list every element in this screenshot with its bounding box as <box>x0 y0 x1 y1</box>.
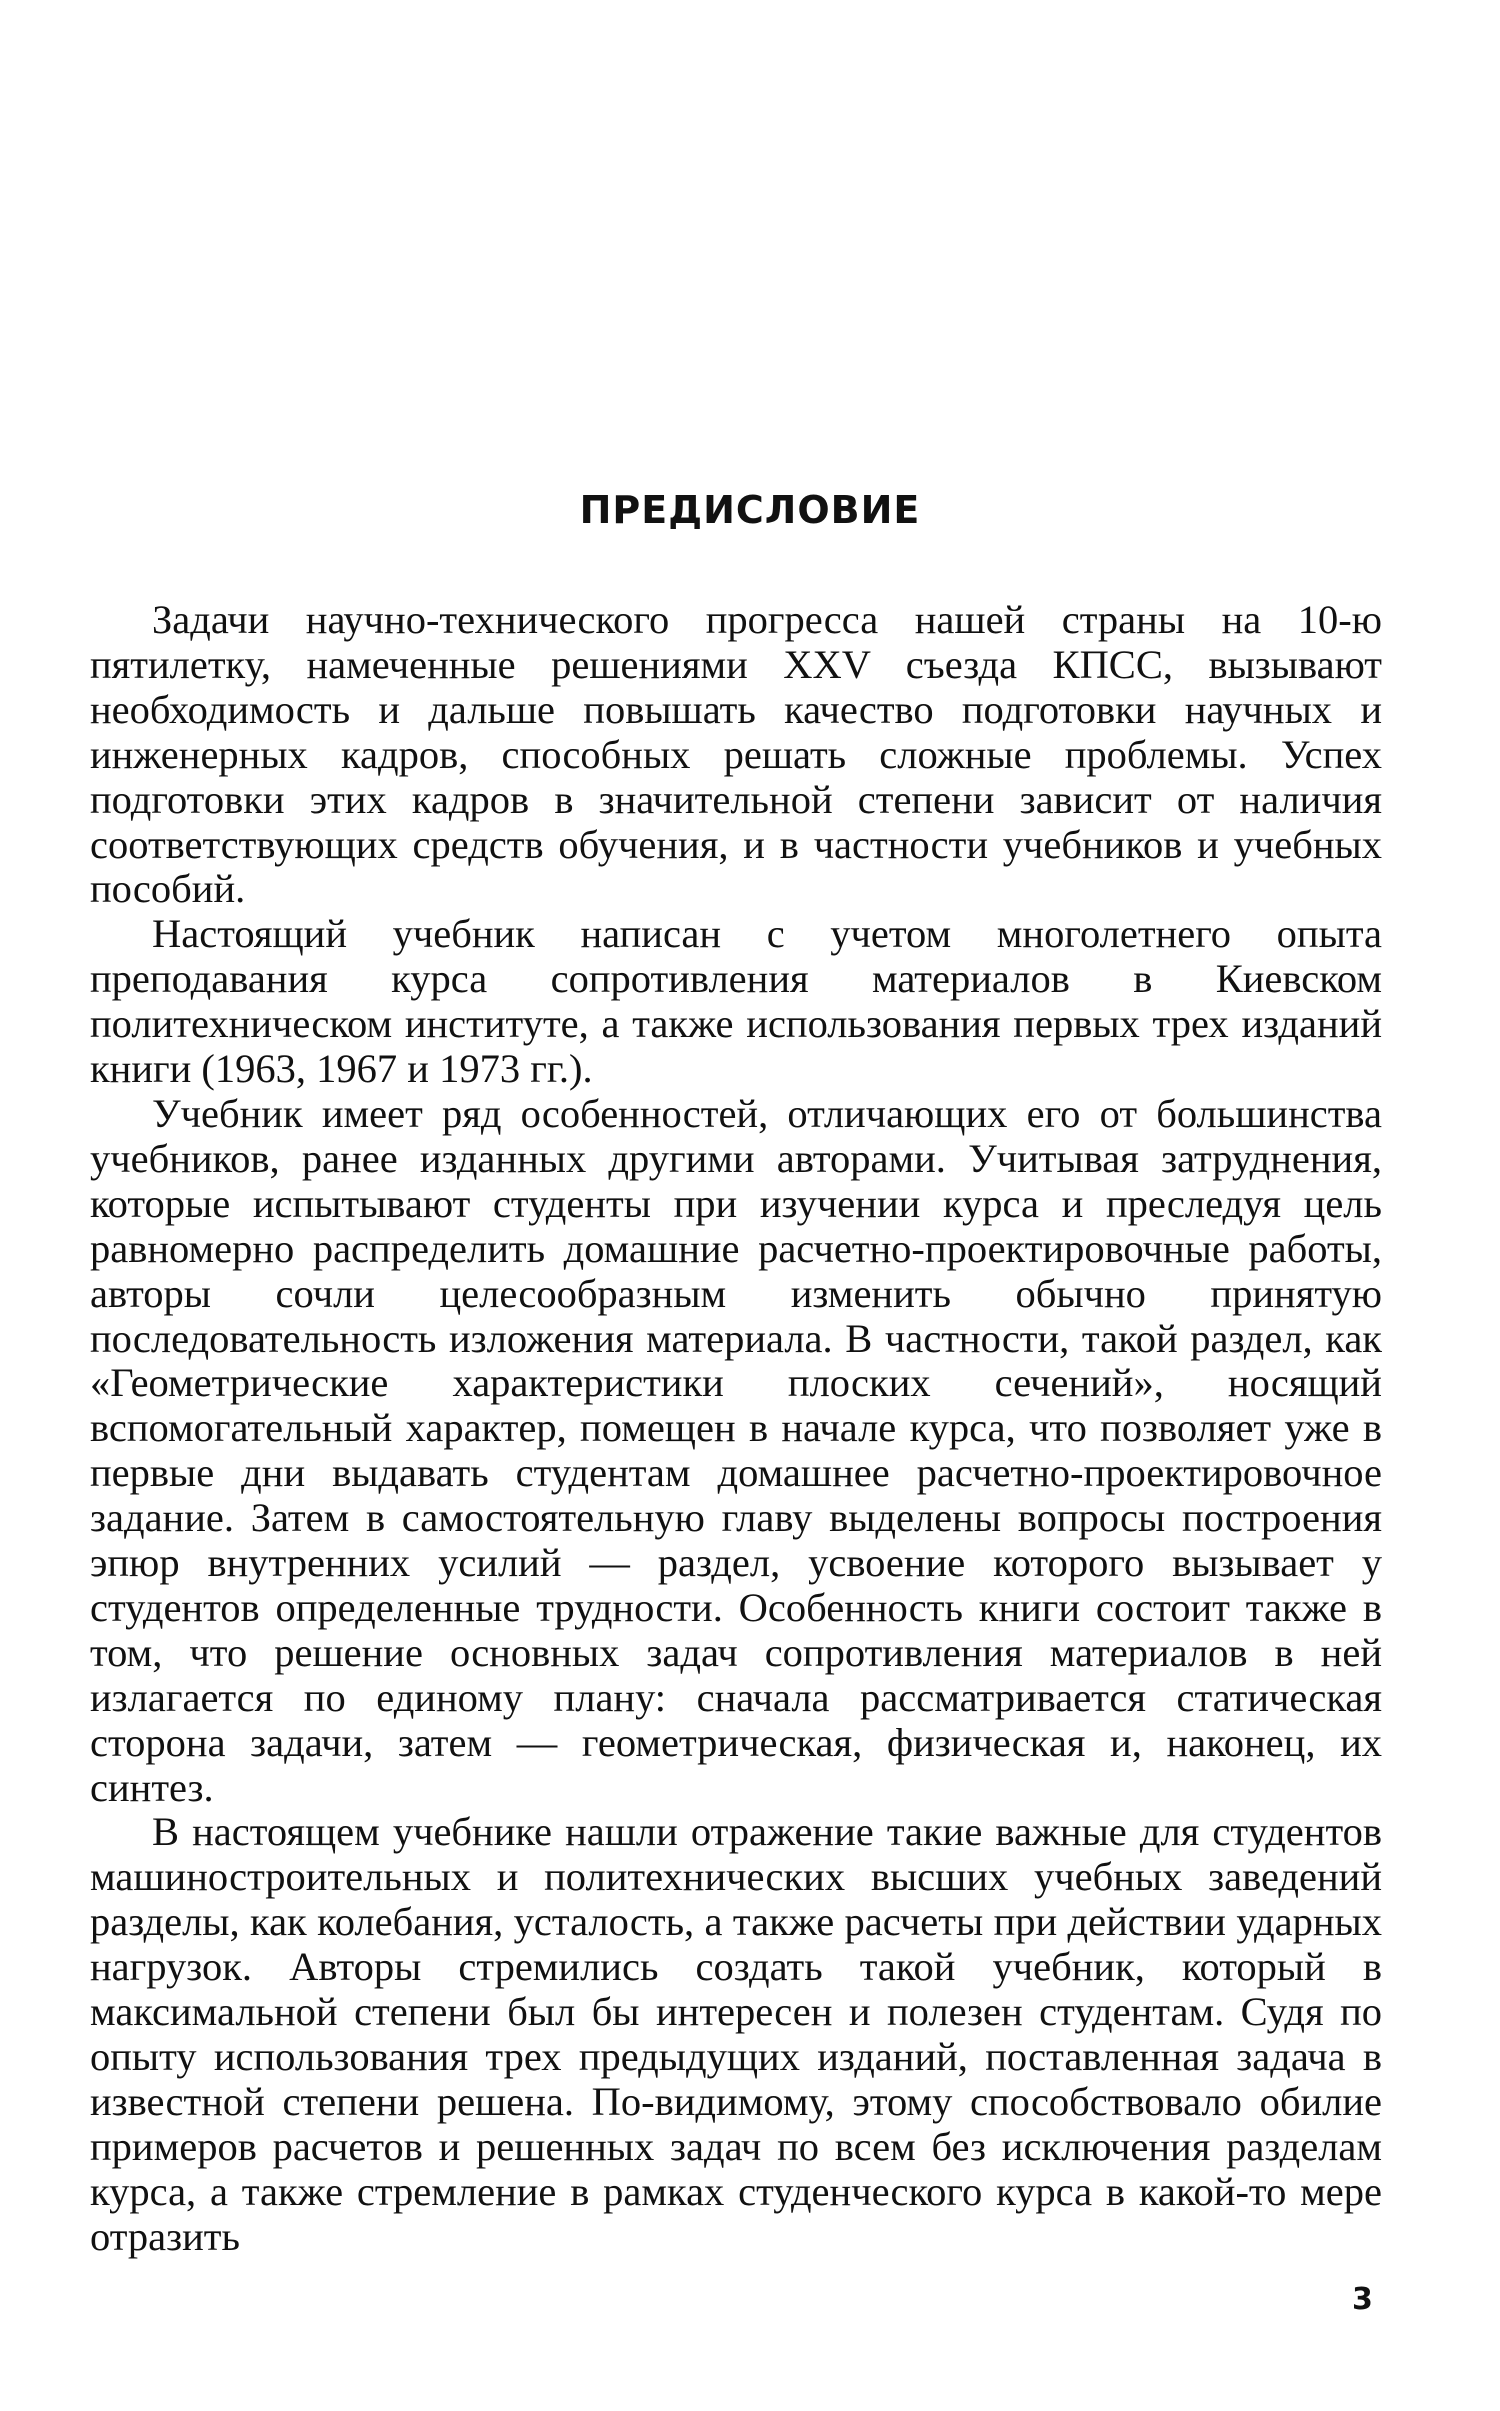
paragraph-4: В настоящем учебнике нашли отражение такие важные для студентов машиностроительных и политехнических высших учебных заведений разделы, как колебания, усталость, а также расчеты при действии ударных нагрузок. Авторы стремились создать такой учебник, который в максимальной степени был бы интересен и полезен студентам. Судя по опыту использования трех предыдущих изданий, поставленная задача в известной степени решена. По-видимому, этому способствовало обилие примеров расчетов и решенных задач по всем без исключения разделам курса, а также стремление в рамках студенческого курса в какой-то мере отразить <box>90 1809 1382 2259</box>
preface-body <box>90 598 1382 2260</box>
paragraph-1: Задачи научно-технического прогресса нашей страны на 10-ю пятилетку, намеченные решениями XXV съезда КПСС, вызывают необходимость и дальше повышать качество подготовки научных и инженерных кадров, способных решать сложные проблемы. Успех подготовки этих кадров в значительной степени зависит от наличия соответствующих средств обучения, и в частности учебников и учебных пособий. <box>90 597 1382 912</box>
page-number: 3 <box>1352 2282 1373 2317</box>
page-heading: ПРЕДИСЛОВИЕ <box>579 488 921 532</box>
paragraph-3: Учебник имеет ряд особенностей, отличающих его от большинства учебников, ранее изданных другими авторами. Учитывая затруднения, которые испытывают студенты при изучении курса и преследуя цель равномерно распределить домашние расчетно-проектировочные работы, авторы сочли целесообразным изменить обычно принятую последовательность изложения материала. В частности, такой раздел, как «Геометрические характеристики плоских сечений», носящий вспомогательный характер, помещен в начале курса, что позволяет уже в первые дни выдавать студентам домашнее расчетно-проектировочное задание. Затем в самостоятельную главу выделены вопросы построения эпюр внутренних усилий — раздел, усвоение которого вызывает у студентов определенные трудности. Особенность книги состоит также в том, что решение основных задач сопротивления материалов в ней излагается по единому плану: сначала рассматривается статическая сторона задачи, затем — геометрическая, физическая и, наконец, их синтез. <box>90 1090 1382 1810</box>
paragraph-2: Настоящий учебник написан с учетом многолетнего опыта преподавания курса сопротивления материалов в Киевском политехническом институте, а также использования первых трех изданий книги (1963, 1967 и 1973 гг.). <box>90 911 1382 1092</box>
